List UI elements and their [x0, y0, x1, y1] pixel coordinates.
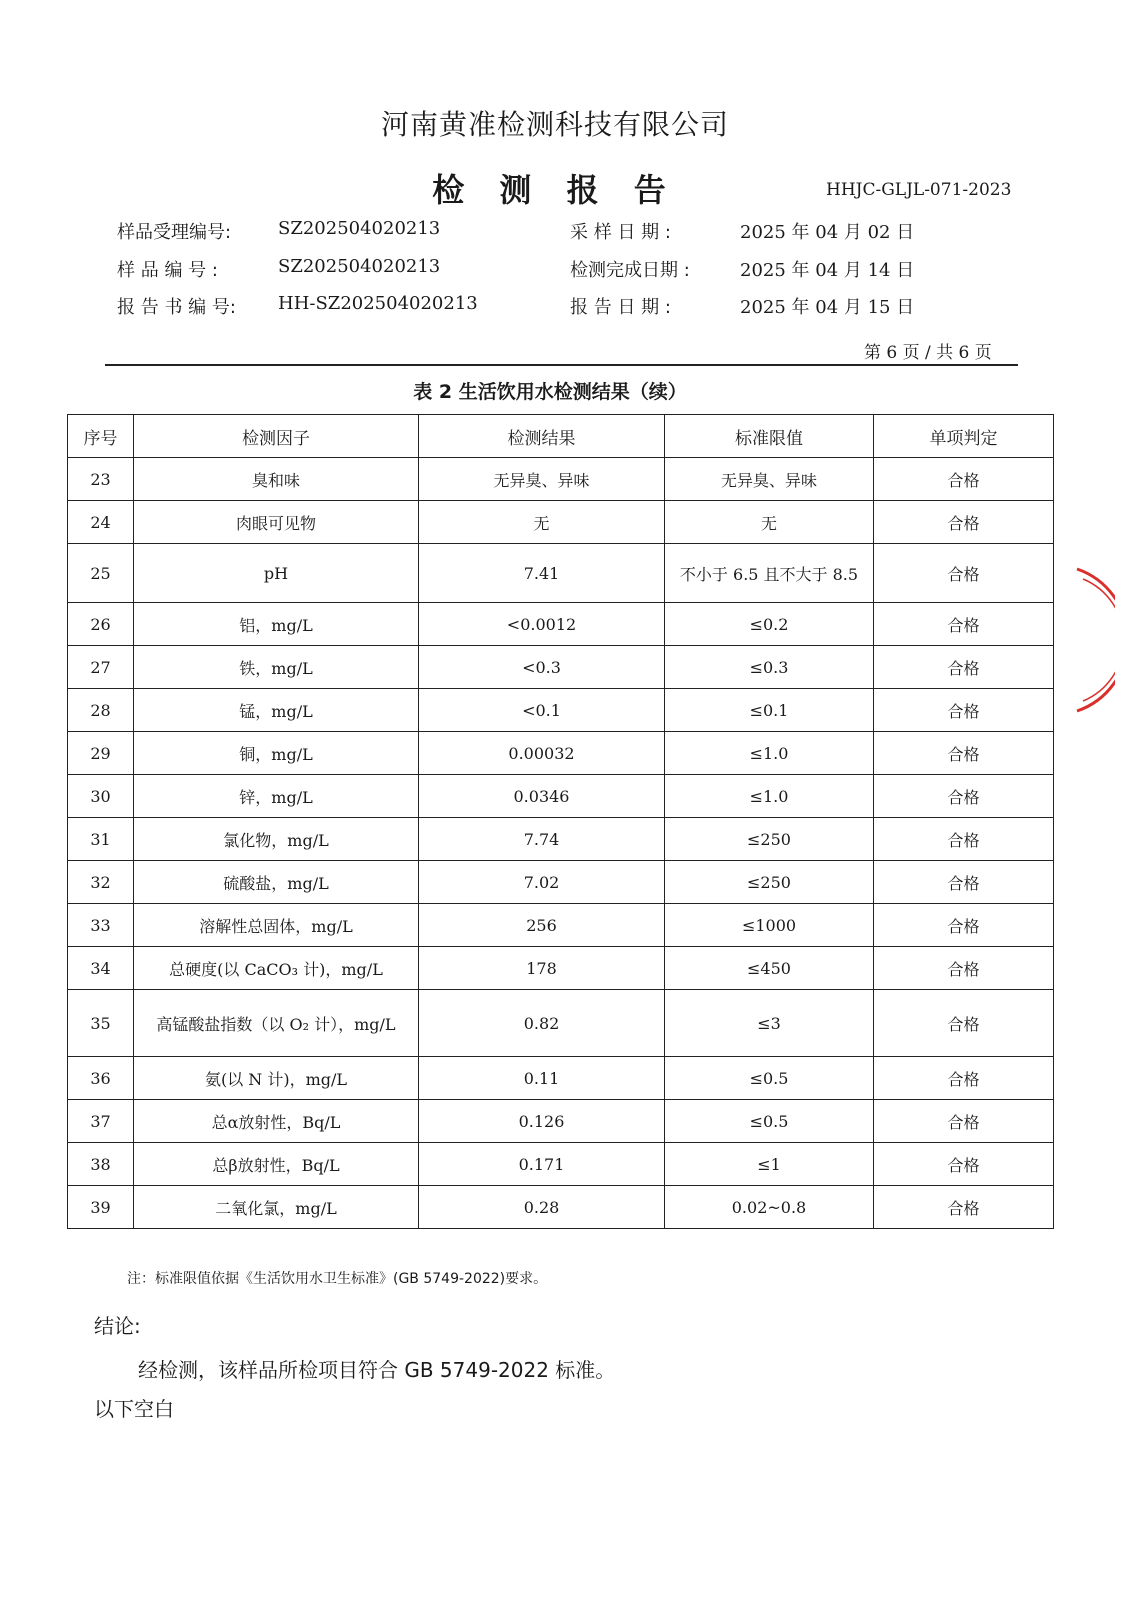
report-title: 检 测 报 告	[432, 171, 678, 209]
table-row	[68, 732, 1054, 775]
cell-no: 24	[68, 501, 134, 544]
cell-result: 7.74	[419, 818, 665, 861]
table-row	[68, 775, 1054, 818]
cell-judge: 合格	[874, 947, 1054, 990]
cell-limit: ≤0.1	[665, 689, 874, 732]
cell-no: 28	[68, 689, 134, 732]
table-row	[68, 1186, 1054, 1229]
cell-result: 0.00032	[419, 732, 665, 775]
cell-limit: 0.02~0.8	[665, 1186, 874, 1229]
cell-judge: 合格	[874, 1057, 1054, 1100]
cell-judge: 合格	[874, 1100, 1054, 1143]
report-date: 2025 年 04 月 15 日	[740, 297, 915, 318]
table-row	[68, 458, 1054, 501]
table-header-row	[68, 415, 1054, 458]
cell-no: 34	[68, 947, 134, 990]
table-row	[68, 1143, 1054, 1186]
blank-note: 以下空白	[94, 1397, 174, 1421]
header-divider	[105, 364, 1018, 366]
cell-limit: 不小于 6.5 且不大于 8.5	[665, 544, 874, 603]
cell-no: 26	[68, 603, 134, 646]
sample-accept-no-label: 样品受理编号:	[117, 222, 232, 243]
cell-item: 总α放射性，Bq/L	[134, 1100, 419, 1143]
report-code: HHJC-GLJL-071-2023	[826, 180, 1012, 200]
cell-item: 铝，mg/L	[134, 603, 419, 646]
cell-judge: 合格	[874, 904, 1054, 947]
cell-item: 总β放射性，Bq/L	[134, 1143, 419, 1186]
cell-judge: 合格	[874, 646, 1054, 689]
sample-accept-no: SZ202504020213	[278, 218, 441, 239]
cell-result: 178	[419, 947, 665, 990]
cell-item: 氯化物，mg/L	[134, 818, 419, 861]
cell-item: 臭和味	[134, 458, 419, 501]
table-caption: 表 2 生活饮用水检测结果（续）	[413, 381, 687, 403]
cell-no: 33	[68, 904, 134, 947]
cell-item: 总硬度(以 CaCO₃ 计)，mg/L	[134, 947, 419, 990]
cell-no: 30	[68, 775, 134, 818]
table-row	[68, 689, 1054, 732]
cell-result: 0.28	[419, 1186, 665, 1229]
cell-result: 7.02	[419, 861, 665, 904]
cell-limit: ≤3	[665, 990, 874, 1057]
cell-judge: 合格	[874, 501, 1054, 544]
cell-limit: ≤250	[665, 861, 874, 904]
cell-judge: 合格	[874, 458, 1054, 501]
table-row	[68, 1100, 1054, 1143]
cell-item: 溶解性总固体，mg/L	[134, 904, 419, 947]
standard-note: 注：标准限值依据《生活饮用水卫生标准》(GB 5749-2022)要求。	[127, 1271, 548, 1287]
cell-result: 0.11	[419, 1057, 665, 1100]
cell-no: 29	[68, 732, 134, 775]
cell-limit: ≤1.0	[665, 732, 874, 775]
cell-limit: ≤1.0	[665, 775, 874, 818]
cell-judge: 合格	[874, 775, 1054, 818]
cell-judge: 合格	[874, 544, 1054, 603]
finish-date: 2025 年 04 月 14 日	[740, 260, 915, 281]
cell-no: 31	[68, 818, 134, 861]
cell-limit: ≤1	[665, 1143, 874, 1186]
cell-limit: 无	[665, 501, 874, 544]
table-row	[68, 603, 1054, 646]
cell-item: 肉眼可见物	[134, 501, 419, 544]
table-row	[68, 501, 1054, 544]
cell-item: 氨(以 N 计)，mg/L	[134, 1057, 419, 1100]
cell-result: 无异臭、异味	[419, 458, 665, 501]
cell-no: 37	[68, 1100, 134, 1143]
cell-result: 0.171	[419, 1143, 665, 1186]
table-row	[68, 818, 1054, 861]
report-no: HH-SZ202504020213	[278, 293, 478, 314]
cell-no: 39	[68, 1186, 134, 1229]
cell-limit: ≤0.5	[665, 1057, 874, 1100]
table-row	[68, 947, 1054, 990]
table-row	[68, 990, 1054, 1057]
cell-judge: 合格	[874, 990, 1054, 1057]
cell-limit: ≤0.3	[665, 646, 874, 689]
sampling-date-label: 采 样 日 期 :	[570, 222, 671, 243]
header-judge: 单项判定	[874, 415, 1054, 458]
report-no-label: 报 告 书 编 号:	[117, 297, 236, 318]
header-limit: 标准限值	[665, 415, 874, 458]
sampling-date: 2025 年 04 月 02 日	[740, 222, 915, 243]
report-date-label: 报 告 日 期 :	[570, 297, 671, 318]
conclusion-text: 经检测，该样品所检项目符合 GB 5749-2022 标准。	[138, 1358, 616, 1382]
page-number: 第 6 页 / 共 6 页	[864, 343, 992, 363]
cell-limit: ≤450	[665, 947, 874, 990]
cell-limit: ≤0.5	[665, 1100, 874, 1143]
cell-no: 25	[68, 544, 134, 603]
cell-item: 二氧化氯，mg/L	[134, 1186, 419, 1229]
cell-no: 36	[68, 1057, 134, 1100]
cell-result: 0.82	[419, 990, 665, 1057]
cell-result: 256	[419, 904, 665, 947]
cell-item: 硫酸盐，mg/L	[134, 861, 419, 904]
cell-judge: 合格	[874, 1143, 1054, 1186]
cell-no: 32	[68, 861, 134, 904]
cell-judge: 合格	[874, 861, 1054, 904]
cell-result: <0.1	[419, 689, 665, 732]
cell-judge: 合格	[874, 818, 1054, 861]
cell-judge: 合格	[874, 1186, 1054, 1229]
red-seal-stamp	[1075, 565, 1115, 715]
conclusion-title: 结论:	[94, 1314, 141, 1338]
table-row	[68, 646, 1054, 689]
cell-judge: 合格	[874, 689, 1054, 732]
company-name: 河南黄准检测科技有限公司	[380, 108, 729, 141]
cell-no: 23	[68, 458, 134, 501]
cell-limit: ≤0.2	[665, 603, 874, 646]
cell-result: 7.41	[419, 544, 665, 603]
table-row	[68, 544, 1054, 603]
cell-result: <0.0012	[419, 603, 665, 646]
table-row	[68, 861, 1054, 904]
sample-no-label: 样 品 编 号 :	[117, 260, 218, 281]
cell-result: 无	[419, 501, 665, 544]
cell-result: <0.3	[419, 646, 665, 689]
cell-item: 铁，mg/L	[134, 646, 419, 689]
cell-judge: 合格	[874, 732, 1054, 775]
cell-no: 38	[68, 1143, 134, 1186]
header-no: 序号	[68, 415, 134, 458]
header-result: 检测结果	[419, 415, 665, 458]
sample-no: SZ202504020213	[278, 256, 441, 277]
cell-result: 0.126	[419, 1100, 665, 1143]
cell-limit: ≤250	[665, 818, 874, 861]
finish-date-label: 检测完成日期 :	[570, 260, 690, 281]
header-item: 检测因子	[134, 415, 419, 458]
cell-judge: 合格	[874, 603, 1054, 646]
cell-item: 高锰酸盐指数（以 O₂ 计），mg/L	[134, 990, 419, 1057]
cell-item: 铜，mg/L	[134, 732, 419, 775]
table-row	[68, 904, 1054, 947]
results-table	[67, 414, 1054, 1229]
table-row	[68, 1057, 1054, 1100]
cell-item: 锌，mg/L	[134, 775, 419, 818]
cell-no: 35	[68, 990, 134, 1057]
cell-item: pH	[134, 544, 419, 603]
cell-limit: 无异臭、异味	[665, 458, 874, 501]
cell-item: 锰，mg/L	[134, 689, 419, 732]
cell-result: 0.0346	[419, 775, 665, 818]
cell-limit: ≤1000	[665, 904, 874, 947]
cell-no: 27	[68, 646, 134, 689]
